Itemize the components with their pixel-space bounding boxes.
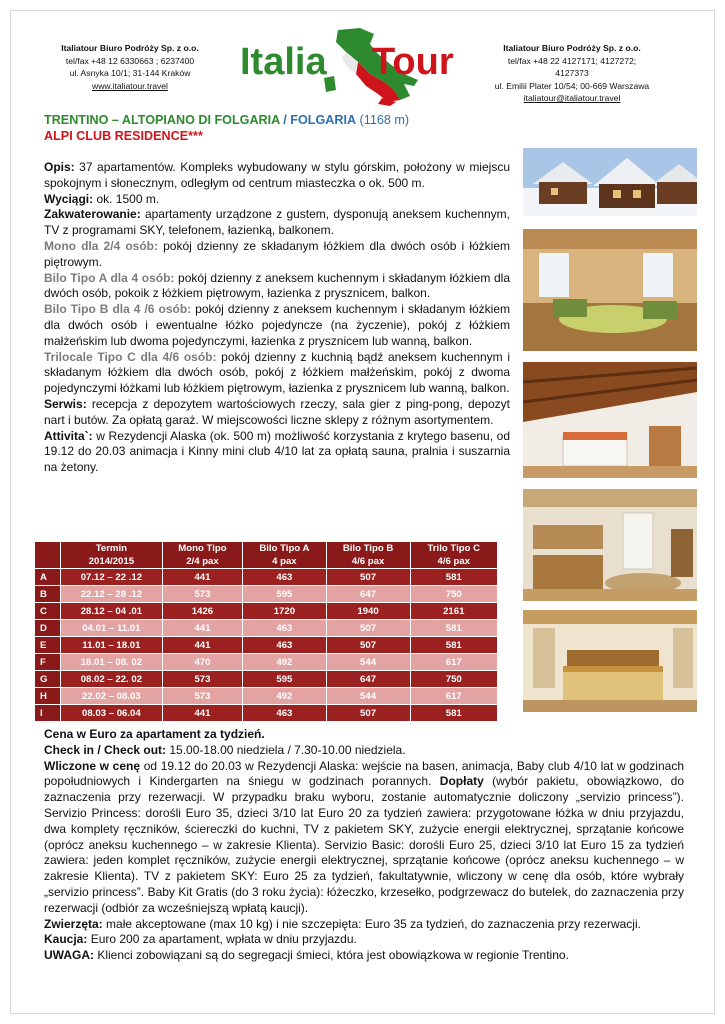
hotel-name: ALPI CLUB RESIDENCE*** xyxy=(44,129,203,143)
term-cell: 11.01 – 18.01 xyxy=(61,637,163,654)
svg-text:Italia: Italia xyxy=(240,41,327,83)
mono-text: pokój dzienny ze składanym łóżkiem dla dwóch osób i łóżkiem piętrowym. xyxy=(44,238,510,269)
row-label: F xyxy=(35,654,61,671)
supplements-text: (wybór pakietu, obowiązkowo, do zaznaczenia przy rezerwacji. W przypadku braku wyboru, zostanie automatycznie doliczony „servizio princess”). Servizio Princess: dorośli Euro 35, dzieci 3/10 lat Euro 20 za tydzień zawiera: przygotowane łóżka w dniu przyjazdu, dwa komplety ręczników, ściereczki do kuchni, TV z pakietem SKY, zużycie energii elektrycznej, sprzątanie końcowe (oprócz aneksu kuchennego – w zakresie Klienta). Servizio Basic: dorośli Euro 25, dzieci 3/10 lat Euro 15 za tydzień zawiera: jeden komplet ręczników, zużycie energii elektrycznej, sprzątanie końcowe (oprócz aneksu kuchennego – w zakresie Klienta). TV z pakietem SKY: Euro 25 za tydzień, fakultatywnie, wliczony w cenę dla osób, które wybrały „servizio princess”. Baby Kit Gratis (do 3 roku życia): łóżeczko, krzesełko, podgrzewacz do butelek, do zaznaczenia przy rezerwacji (odbiór za wcześniejszą wpłatą kaucji). xyxy=(44,774,684,915)
table-header-cell: Termin 2014/2015 xyxy=(61,542,163,569)
serwis-label: Serwis: xyxy=(44,396,87,411)
conditions-block xyxy=(44,727,684,964)
price-cell: 441 xyxy=(162,637,242,654)
term-cell: 07.12 – 22 .12 xyxy=(61,569,163,586)
term-cell: 08.02 – 22. 02 xyxy=(61,671,163,688)
deposit-label: Kaucja: xyxy=(44,932,88,947)
row-label: A xyxy=(35,569,61,586)
table-row xyxy=(35,620,498,637)
table-header-cell xyxy=(35,542,61,569)
table-header-cell: Bilo Tipo A 4 pax xyxy=(243,542,326,569)
price-cell: 617 xyxy=(410,688,497,705)
header-contact-krakow xyxy=(55,42,205,92)
row-label: I xyxy=(35,705,61,722)
row-label: G xyxy=(35,671,61,688)
price-cell: 595 xyxy=(243,671,326,688)
price-note: Cena w Euro za apartament za tydzień. xyxy=(44,727,265,741)
company-name: Italiatour Biuro Podróży Sp. z o.o. xyxy=(61,43,199,53)
photo-living-room xyxy=(523,229,697,351)
price-cell: 492 xyxy=(243,654,326,671)
term-cell: 22.02 – 08.03 xyxy=(61,688,163,705)
bilo-b-text: pokój dzienny z aneksem kuchennym i składanym łóżkiem dla dwóch osób i ewentualne łóżko pojedyncze (na życzenie), pokój z łóżkiem małżeńskim lub dwoma pojedynczymi, łazienka z prysznicem lub wanną, balkon. xyxy=(44,302,510,348)
price-cell: 573 xyxy=(162,586,242,603)
company-name: Italiatour Biuro Podróży Sp. z o.o. xyxy=(503,43,641,53)
row-label: D xyxy=(35,620,61,637)
photo-chalets-winter xyxy=(523,148,697,216)
price-cell: 463 xyxy=(243,620,326,637)
term-cell: 28.12 – 04 .01 xyxy=(61,603,163,620)
website-link[interactable]: www.italiatour.travel xyxy=(92,80,168,91)
mono-label: Mono dla 2/4 osób: xyxy=(44,238,159,253)
table-row xyxy=(35,671,498,688)
price-cell: 750 xyxy=(410,671,497,688)
bilo-b-label: Bilo Tipo B dla 4 /6 osób: xyxy=(44,302,192,317)
price-cell: 617 xyxy=(410,654,497,671)
table-row xyxy=(35,603,498,620)
photo-bedroom-attic xyxy=(523,362,697,478)
price-cell: 544 xyxy=(326,688,410,705)
row-label: H xyxy=(35,688,61,705)
included-label: Wliczone w cenę xyxy=(44,758,141,773)
trilo-text: pokój dzienny z kuchnią bądź aneksem kuchennym i składanym łóżkiem dla dwóch osób, pokój z łóżkiem małżeńskim, pokój z dwoma pojedynczymi łóżkami lub łóżkiem piętrowym, łazienka z prysznicem lub wanną, balkon. xyxy=(44,349,510,396)
opis-text: 37 apartamentów. Kompleks wybudowany w stylu górskim, położony w miejscu spokojnym i słonecznym, odległym od centrum miasteczka o ok. 500 m. xyxy=(44,160,510,190)
serwis-text: recepcja z depozytem wartościowych rzeczy, sala gier z ping-pong, depozyt nart i butów. Za opłatą garaż. W miejscowości liczne sklepy z różnym asortymentem. xyxy=(44,396,510,427)
checkin-label: Check in / Check out: xyxy=(44,742,167,757)
warning-text: Klienci zobowiązani są do segregacji śmieci, która jest obowiązkowa w regionie Trentino. xyxy=(94,948,569,963)
bilo-a-label: Bilo Tipo A dla 4 osób: xyxy=(44,270,175,285)
bilo-a-text: pokój dzienny z aneksem kuchennym i składanym łóżkiem dla dwóch osób, pokoik z łóżkiem piętrowym, łazienka z prysznicem, balkon. xyxy=(44,270,510,301)
table-header-cell: Trilo Tipo C 4/6 pax xyxy=(410,542,497,569)
address-line: ul. Asnyka 10/1; 31-144 Kraków xyxy=(69,68,191,78)
price-cell: 507 xyxy=(326,637,410,654)
table-row xyxy=(35,569,498,586)
wyciagi-text: ok. 1500 m. xyxy=(93,191,160,206)
zakwaterowanie-text: apartamenty urządzone z gustem, dysponują aneksem kuchennym, TV z programami SKY, telefonem, łazienką, balkonem. xyxy=(44,207,510,238)
price-table xyxy=(34,541,498,722)
row-label: C xyxy=(35,603,61,620)
trilo-label: Trilocale Tipo C dla 4/6 osób: xyxy=(44,349,217,364)
price-cell: 581 xyxy=(410,705,497,722)
phone-line: tel/fax +48 12 6330663 ; 6237400 xyxy=(65,55,195,66)
price-cell: 581 xyxy=(410,637,497,654)
phone-line: tel/fax +48 22 4127171; 4127272; 4127373 xyxy=(507,55,637,78)
price-cell: 750 xyxy=(410,586,497,603)
price-cell: 581 xyxy=(410,569,497,586)
price-cell: 2161 xyxy=(410,603,497,620)
table-header-cell: Bilo Tipo B 4/6 pax xyxy=(326,542,410,569)
pets-label: Zwierzęta: xyxy=(44,916,103,931)
term-cell: 22.12 – 28 .12 xyxy=(61,586,163,603)
table-row xyxy=(35,688,498,705)
row-label: E xyxy=(35,637,61,654)
title-separator: / xyxy=(279,113,291,127)
term-cell: 08.03 – 06.04 xyxy=(61,705,163,722)
header-contact-warszawa xyxy=(492,42,652,105)
address-line: ul. Emilii Plater 10/54; 00-669 Warszawa xyxy=(494,80,650,91)
pets-text: małe akceptowane (max 10 kg) i nie szczepięta: Euro 35 za tydzień, do zaznaczenia przy rezerwacji. xyxy=(102,916,641,931)
price-cell: 507 xyxy=(326,620,410,637)
attivita-label: Attivita`: xyxy=(44,428,93,443)
price-cell: 595 xyxy=(243,586,326,603)
table-row xyxy=(35,654,498,671)
term-cell: 18.01 – 08. 02 xyxy=(61,654,163,671)
price-cell: 441 xyxy=(162,620,242,637)
term-cell: 04.01 – 11.01 xyxy=(61,620,163,637)
table-header-row xyxy=(35,542,498,569)
price-cell: 463 xyxy=(243,637,326,654)
price-cell: 463 xyxy=(243,705,326,722)
price-cell: 1720 xyxy=(243,603,326,620)
price-cell: 507 xyxy=(326,705,410,722)
price-cell: 470 xyxy=(162,654,242,671)
logo-graphic xyxy=(238,24,474,106)
price-cell: 544 xyxy=(326,654,410,671)
price-cell: 1426 xyxy=(162,603,242,620)
table-row xyxy=(35,637,498,654)
attivita-text: w Rezydencji Alaska (ok. 500 m) możliwość korzystania z krytego basenu, od 19.12 do 20.03 animacja i Kinny mini club 4/10 lat za opłatą sauna, pralnia i suszarnia na żetony. xyxy=(44,428,510,475)
zakwaterowanie-label: Zakwaterowanie: xyxy=(44,207,141,222)
deposit-text: Euro 200 za apartament, wpłata w dniu przyjazdu. xyxy=(87,932,357,947)
price-cell: 463 xyxy=(243,569,326,586)
offer-title xyxy=(44,112,409,144)
price-cell: 441 xyxy=(162,569,242,586)
price-cell: 647 xyxy=(326,671,410,688)
price-cell: 492 xyxy=(243,688,326,705)
price-cell: 581 xyxy=(410,620,497,637)
price-cell: 647 xyxy=(326,586,410,603)
photo-kitchen xyxy=(523,489,697,601)
table-row xyxy=(35,586,498,603)
table-header-cell: Mono Tipo 2/4 pax xyxy=(162,542,242,569)
price-cell: 507 xyxy=(326,569,410,586)
altitude: (1168 m) xyxy=(356,113,410,127)
description-block xyxy=(44,160,510,476)
email-link[interactable]: italiatour@italiatour.travel xyxy=(523,93,621,103)
town-name: FOLGARIA xyxy=(290,113,357,127)
price-cell: 1940 xyxy=(326,603,410,620)
wyciagi-label: Wyciągi: xyxy=(44,191,94,206)
included-text: od 19.12 do 20.03 w Rezydencji Alaska: wejście na basen, animacja, Baby club 4/10 lat w godzinach popołudniowych i Kindergarten na śniegu w godzinach porannych. xyxy=(44,758,684,789)
price-cell: 573 xyxy=(162,671,242,688)
warning-label: UWAGA: xyxy=(44,948,94,963)
price-cell: 441 xyxy=(162,705,242,722)
table-row xyxy=(35,705,498,722)
photo-double-bedroom xyxy=(523,610,697,712)
svg-text:Tour: Tour xyxy=(372,41,454,83)
checkin-text: 15.00-18.00 niedziela / 7.30-10.00 niedziela. xyxy=(166,742,406,757)
opis-label: Opis: xyxy=(44,160,75,174)
italia-tour-logo xyxy=(238,24,474,106)
row-label: B xyxy=(35,586,61,603)
supplements-label: Dopłaty xyxy=(439,774,484,789)
region-name: TRENTINO – ALTOPIANO DI FOLGARIA xyxy=(44,113,280,127)
price-cell: 573 xyxy=(162,688,242,705)
